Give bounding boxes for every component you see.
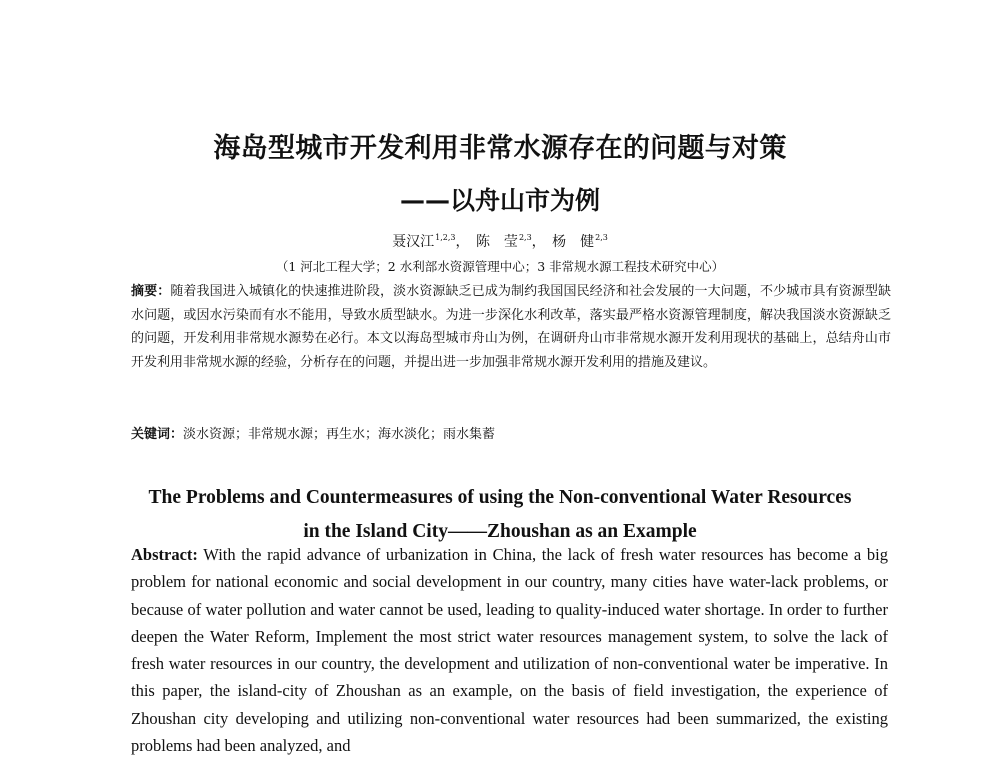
abstract-cn-label: 摘要： (131, 284, 171, 299)
affiliations: （1 河北工程大学；2 水利部水资源管理中心；3 非常规水源工程技术研究中心） (275, 259, 725, 274)
paper-title-cn: 海岛型城市开发利用非常水源存在的问题与对策 (213, 133, 787, 164)
keywords-cn (131, 423, 891, 442)
paper-subtitle-cn: ——以舟山市为例 (399, 186, 600, 215)
paper-title-en (0, 481, 1000, 549)
author-name: 聂汉江 (392, 234, 435, 250)
author-separator: ， (531, 234, 546, 250)
author-name: 杨 健 (552, 234, 595, 250)
author-separator: ， (455, 234, 470, 250)
paper-title-en-line1: The Problems and Countermeasures of using the Non-conventional Water Resources (148, 487, 852, 508)
author-list (0, 231, 1000, 251)
author-name: 陈 莹 (475, 234, 518, 250)
author-affiliation-sup: 1,2,3 (435, 233, 456, 242)
keywords-cn-text: 淡水资源；非常规水源；再生水；海水淡化；雨水集蓄 (183, 427, 496, 442)
author-affiliation-sup: 2,3 (518, 233, 532, 242)
abstract-en-text: With the rapid advance of urbanization in China, the lack of fresh water resources has become a big problem for national economic and social development in our country, many cities have water-lack problems, or because of water pollution and water cannot be used, leading to quality-induced water shortage. In order to further deepen the Water Reform, Implement the most strict water resources management system, to solve the lack of fresh water resources in our country, the development and utilization of non-conventional water be imperative. In this paper, the island-city of Zhoushan as an example, on the basis of field investigation, the experience of Zhoushan city developing and utilizing non-conventional water resources had been summarized, the existing problems had been analyzed, and (131, 545, 888, 756)
paper-title-en-line2: in the Island City——Zhoushan as an Example (303, 521, 697, 542)
author-affiliation-sup: 2,3 (595, 233, 608, 242)
abstract-cn (131, 280, 891, 374)
abstract-cn-text: 随着我国进入城镇化的快速推进阶段，淡水资源缺乏已成为制约我国国民经济和社会发展的一大问题，不少城市具有资源型缺水问题，或因水污染而有水不能用，导致水质型缺水。为进一步深化水利改革，落实最严格水资源管理制度，解决我国淡水资源缺乏的问题，开发利用非常规水源势在必行。本文以海岛型城市舟山为例，在调研舟山市非常规水源开发利用现状的基础上，总结舟山市开发利用非常规水源的经验，分析存在的问题，并提出进一步加强非常规水源开发利用的措施及建议。 (131, 284, 891, 370)
keywords-cn-label: 关键词： (131, 427, 184, 442)
abstract-en (131, 541, 888, 759)
abstract-en-label: Abstract: (131, 545, 198, 564)
